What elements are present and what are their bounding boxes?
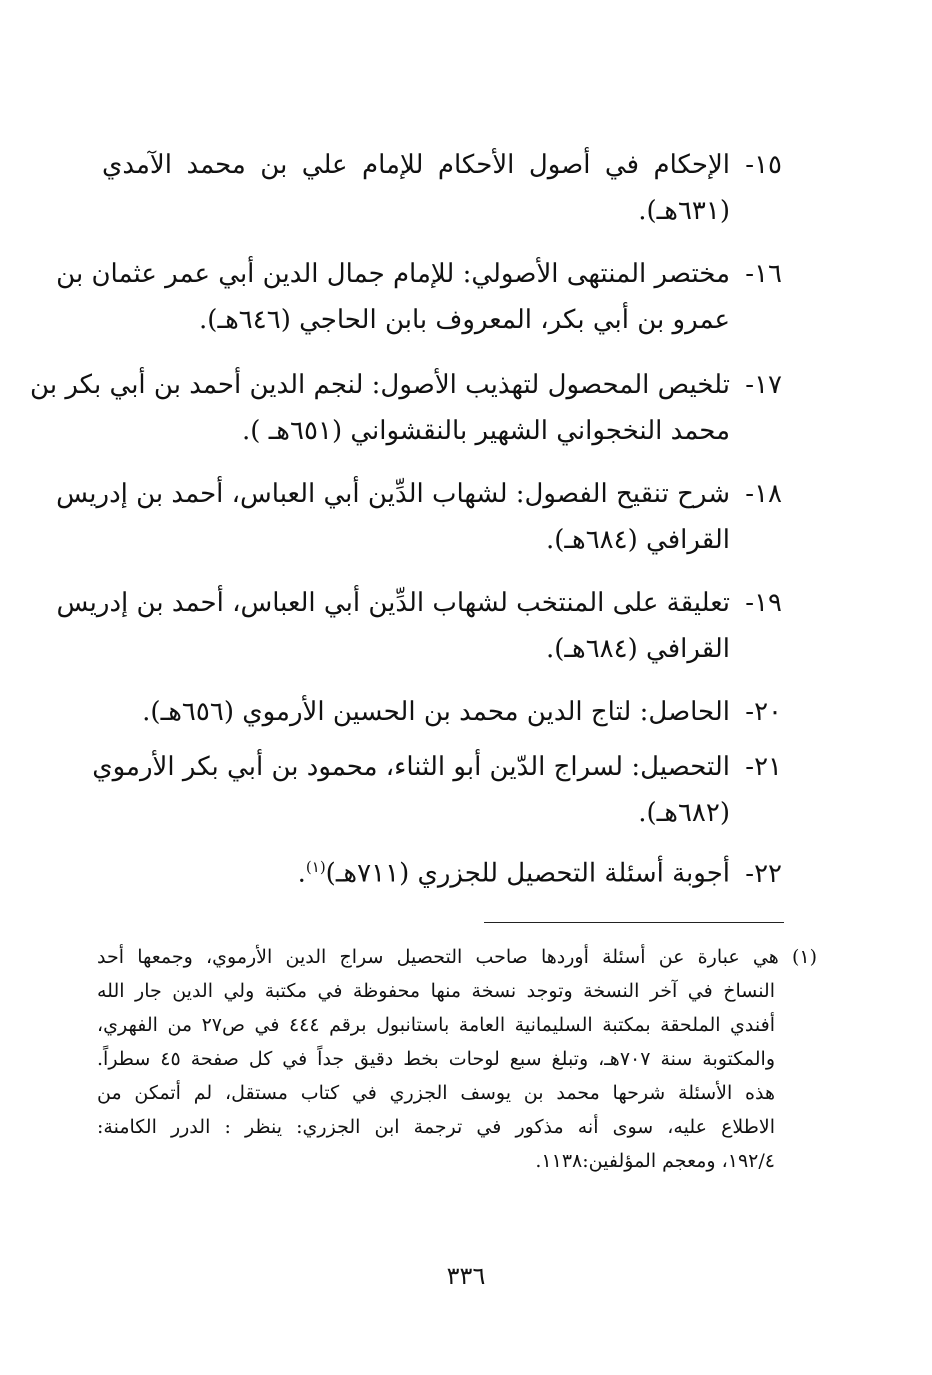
footnote [97, 940, 817, 1178]
entry-end-punct: . [297, 858, 306, 889]
entry-text [102, 858, 730, 889]
list-item [102, 150, 782, 226]
list-item [56, 259, 782, 335]
footnote-line: أفندي الملحقة بمكتبة السليمانية العامة باستانبول برقم ٤٤٤ في ص٢٧ من الفهري، [97, 1014, 775, 1036]
list-item [92, 752, 782, 828]
list-item [102, 858, 782, 889]
entry-number: ٢١- [745, 752, 782, 782]
entry-text: الإحكام في أصول الأحكام للإمام علي بن محمد الآمدي [102, 150, 730, 180]
entry-text-continued: عمرو بن أبي بكر، المعروف بابن الحاجي (٦٤٦هـ). [199, 305, 730, 335]
footnote-text: هي عبارة عن أسئلة أوردها صاحب التحصيل سراج الدين الأرموي، وجمعها أحد [97, 946, 779, 968]
page-number: ٣٣٦ [446, 1262, 486, 1290]
entry-text: شرح تنقيح الفصول: لشهاب الدِّين أبي العباس، أحمد بن إدريس [56, 479, 730, 509]
footnote-marker: (١) [791, 946, 817, 968]
footnote-line: النساخ في آخر النسخة وتوجد نسخة منها محفوظة في مكتبة ولي الدين جار الله [97, 980, 775, 1002]
footnote-line: الاطلاع عليه، سوى أنه مذكور في ترجمة ابن الجزري: ينظر : الدرر الكامنة: [97, 1116, 775, 1138]
entry-number: ١٦- [745, 259, 782, 289]
entry-title: أجوبة أسئلة التحصيل للجزري (٧١١هـ) [325, 858, 730, 889]
entry-number: ١٧- [745, 370, 782, 400]
footnote-line [97, 940, 817, 974]
footnote-line: والمكتوبة سنة ٧٠٧هـ، وتبلغ سبع لوحات بخط دقيق جداً في كل صفحة ٤٥ سطراً. [97, 1048, 776, 1070]
list-item [30, 370, 782, 446]
entry-text-continued: القرافي (٦٨٤هـ). [545, 525, 730, 555]
entry-number: ١٥- [745, 150, 782, 180]
list-item [56, 588, 782, 664]
entry-number: ١٩- [745, 588, 782, 618]
entry-number: ١٨- [745, 479, 782, 509]
entry-text: تعليقة على المنتخب لشهاب الدِّين أبي العباس، أحمد بن إدريس [56, 588, 730, 618]
footnote-reference[interactable]: (١) [305, 858, 326, 876]
entry-number: ٢٠- [745, 697, 782, 727]
list-item [56, 479, 782, 555]
footnote-separator [484, 922, 784, 923]
entry-text: مختصر المنتهى الأصولي: للإمام جمال الدين أبي عمر عثمان بن [56, 259, 730, 289]
footnote-line: هذه الأسئلة شرحها محمد بن يوسف الجزري في كتاب مستقل، لم أتمكن من [97, 1082, 775, 1104]
entry-text-continued: محمد النخجواني الشهير بالنقشواني (٦٥١هـ ). [242, 416, 730, 446]
entry-text: التحصيل: لسراج الدّين أبو الثناء، محمود بن أبي بكر الأرموي [92, 752, 730, 782]
list-item [102, 697, 782, 727]
entry-text: الحاصل: لتاج الدين محمد بن الحسين الأرموي (٦٥٦هـ). [142, 697, 730, 727]
footnote-line: ١٩٢/٤، ومعجم المؤلفين:١١٣٨. [535, 1150, 775, 1172]
entry-text: تلخيص المحصول لتهذيب الأصول: لنجم الدين أحمد بن أبي بكر بن [30, 370, 730, 400]
entry-text-continued: القرافي (٦٨٤هـ). [545, 634, 730, 664]
entry-number: ٢٢- [745, 858, 782, 889]
entry-text-continued: (٦٣١هـ). [638, 196, 730, 226]
entry-text-continued: (٦٨٢هـ). [638, 798, 730, 828]
